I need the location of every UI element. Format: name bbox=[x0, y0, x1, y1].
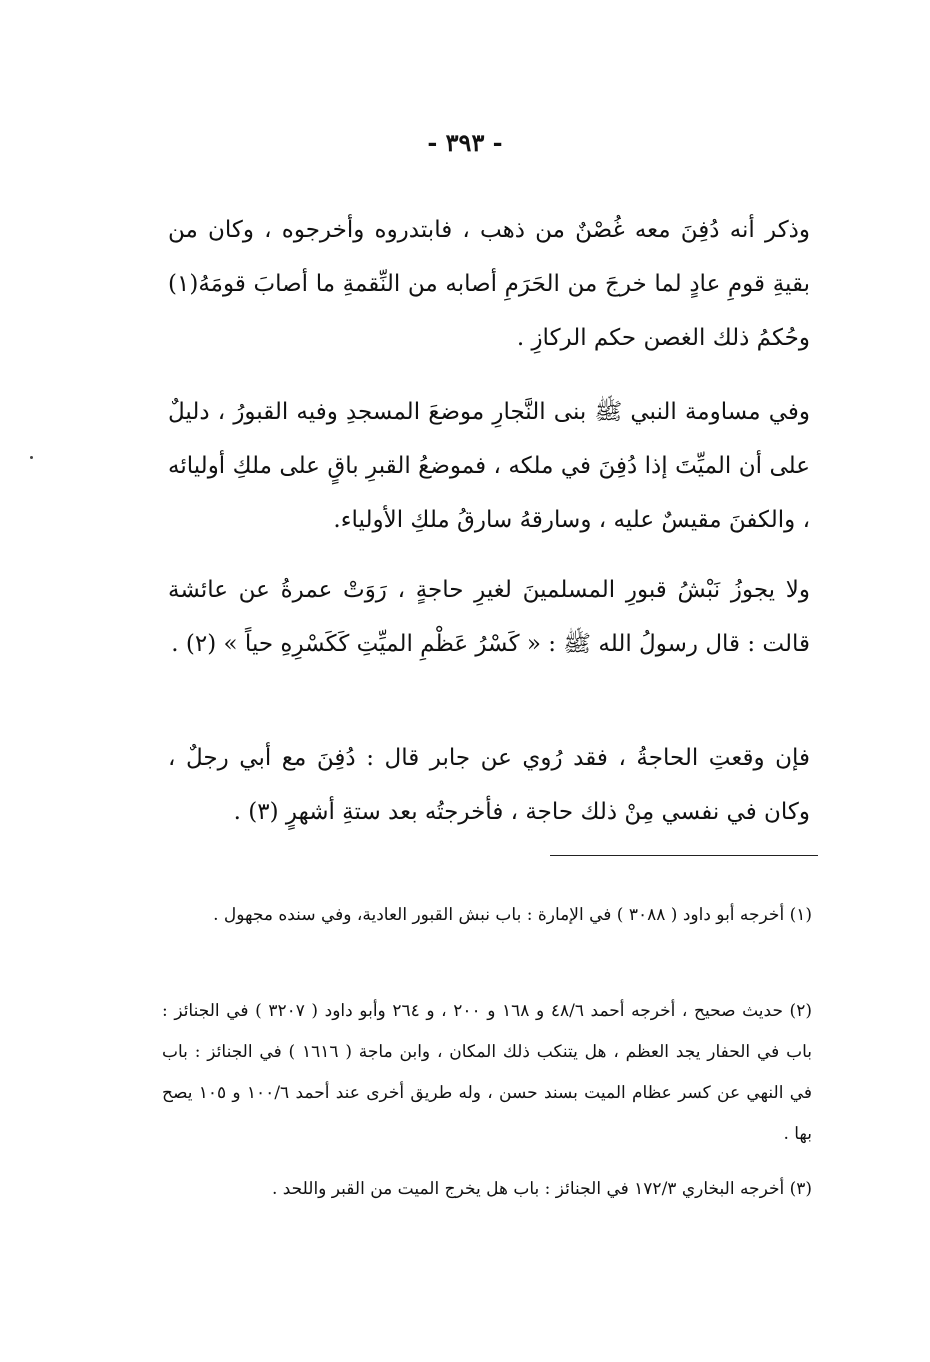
paragraph-mosque-graves: وفي مساومة النبي ﷺ بنى النَّجارِ موضعَ المسجدِ وفيه القبورُ ، دليلٌ على أن الميِّتَ إذا دُفِنَ في ملكه ، فموضعُ القبرِ باقٍ على ملكِ أوليائه ، والكفنَ مقيسٌ عليه ، وسارقهُ سارقُ ملكِ الأولياء. bbox=[168, 399, 810, 533]
footnote-divider bbox=[550, 855, 818, 856]
footnote-1: (١) أخرجه أبو داود ( ٣٠٨٨ ) في الإمارة : باب نبش القبور العادية، وفي سنده مجهول . bbox=[213, 905, 812, 925]
scan-speck bbox=[30, 456, 33, 459]
page-number: - ٣٩٣ - bbox=[427, 128, 503, 157]
footnote-2: (٢) حديث صحيح ، أخرجه أحمد ٤٨/٦ و ١٦٨ و ٢٠٠ ، و ٢٦٤ وأبو داود ( ٣٢٠٧ ) في الجنائز : باب في الحفار يجد العظم ، هل يتنكب ذلك المكان ، وابن ماجة ( ١٦١٦ ) في الجنائز : باب في النهي عن كسر عظام الميت بسند حسن ، وله طريق أخرى عند أحمد ١٠٠/٦ و ١٠٥ يصح بها . bbox=[162, 1001, 812, 1144]
paragraph-jabir-narration: فإن وقعتِ الحاجةُ ، فقد رُوي عن جابر قال : دُفِنَ مع أبي رجلٌ ، وكان في نفسي مِنْ ذلك حاجة ، فأخرجتُه بعد ستةِ أشهرٍ (٣) . bbox=[168, 745, 810, 825]
paragraph-gold-branch: وذكر أنه دُفِنَ معه غُصْنٌ من ذهب ، فابتدروه وأخرجوه ، وكان من بقيةِ قومِ عادٍ لما خرجَ من الحَرَمِ أصابه من النِّقمةِ ما أصابَ قومَهُ(١) وحُكمُ ذلك الغصن حكم الركازِ . bbox=[168, 217, 810, 351]
paragraph-exhuming-graves: ولا يجوزُ نَبْشُ قبورِ المسلمينَ لغيرِ حاجةٍ ، رَوَتْ عمرةُ عن عائشة قالت : قال رسولُ الله ﷺ : « كَسْرُ عَظْمِ الميِّتِ كَكَسْرِهِ حياً » (٢) . bbox=[168, 577, 810, 657]
footnote-3: (٣) أخرجه البخاري ١٧٢/٣ في الجنائز : باب هل يخرج الميت من القبر واللحد . bbox=[271, 1179, 812, 1199]
